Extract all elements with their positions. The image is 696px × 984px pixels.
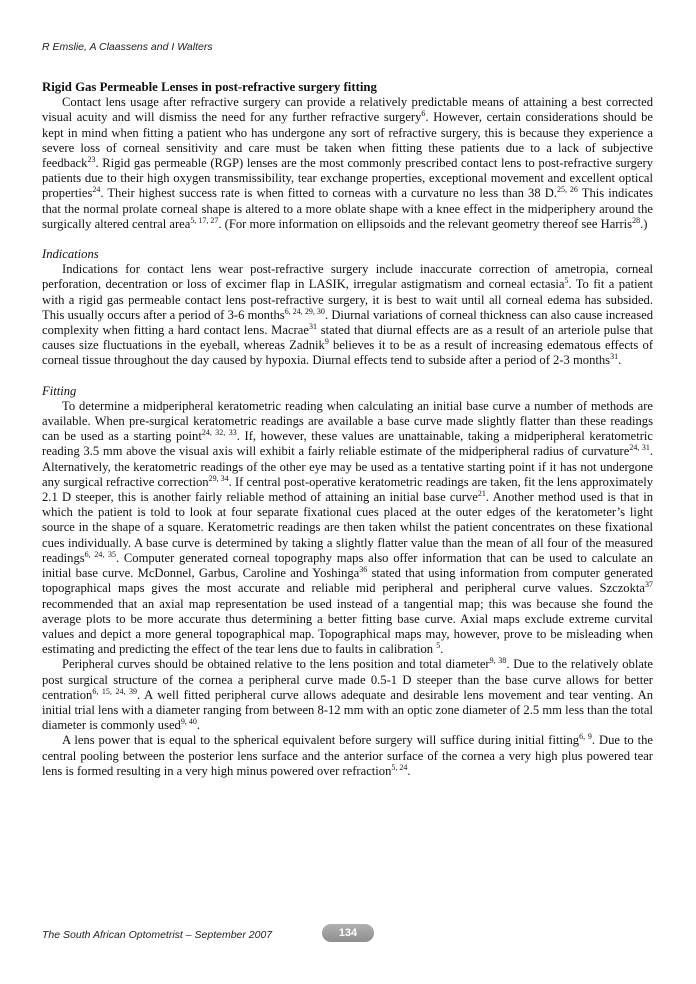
citation-superscript: 6, 9 bbox=[579, 732, 592, 742]
citation-superscript: 24 bbox=[92, 185, 101, 195]
section-title: Rigid Gas Permeable Lenses in post-refractive surgery fitting bbox=[42, 80, 377, 94]
citation-superscript: 5, 24 bbox=[391, 762, 408, 772]
fitting-paragraph-1: To determine a midperipheral keratometric reading when calculating an initial base curve a number of methods are available. When pre-surgical keratometric readings are available a base curve made slightly flatter than these readings can be used as a starting point$^{24, 32, 33}$. If, however, these values are unattainable, taking a midperipheral keratometric reading 3.5 mm above the visual axis will exhibit a fairly reliable estimate of the midperipheral radius of curvature$^{24, 31}$. Alternatively, the keratometric readings of the other eye may be used as a tentative starting point if it has not undergone any surgical refractive correction$^{29, 34}$. If central post-operative keratometric readings are taken, fit the lens approximately 2.1 D steeper, this is another fairly reliable method of attaining an initial base curve$^{21}$. Another method used is that in which the patient is told to look at four separate fixational cues placed at the outer edges of the keratometer’s light source in the shape of a square. Keratometric readings are then taken whilst the patient concentrates on these fixational cues individually. A base curve is determined by taking a slightly flatter value than the mean of all four of the measured readings$^{6, 24, 35}$. Computer generated corneal topography maps also offer information that can be used to calculate an initial base curve. McDonnel, Garbus, Caroline and Yoshinga$^{36}$ stated that using information from computer generated topographical maps gives the most accurate and reliable mid peripheral and peripheral curve values. Szczokta$^{37}$ recommended that an axial map representation be used instead of a tangential map; this was because she found the average plots to be more accurate thus determining a better fitting base curve. Axial maps exclude extreme curvital values and depict a more general topographical map. Topographical maps may, however, prove to be misleading when estimating and predicting the effect of the tear lens due to faults in calibration $^5$. bbox=[42, 398, 653, 657]
citation-superscript: 9, 40 bbox=[180, 716, 197, 726]
running-head-authors: R Emslie, A Claassens and I Walters bbox=[42, 41, 213, 53]
citation-superscript: 36 bbox=[359, 564, 368, 574]
citation-superscript: 9, 38 bbox=[489, 656, 507, 666]
citation-superscript: 25, 26 bbox=[556, 185, 578, 195]
article-body bbox=[42, 80, 653, 779]
citation-superscript: 5 bbox=[436, 640, 441, 650]
citation-superscript: 24, 32, 33 bbox=[201, 428, 237, 438]
citation-superscript: 6, 24, 29, 30 bbox=[284, 306, 325, 316]
fitting-heading: Fitting bbox=[42, 383, 77, 398]
citation-superscript: 6, 15, 24, 39 bbox=[92, 686, 138, 696]
indications-heading: Indications bbox=[42, 247, 99, 262]
citation-superscript: 31 bbox=[610, 352, 619, 362]
citation-superscript: 9 bbox=[324, 337, 329, 347]
citation-superscript: 24, 31 bbox=[629, 443, 650, 453]
citation-superscript: 21 bbox=[477, 488, 486, 498]
citation-superscript: 5 bbox=[564, 276, 569, 286]
indications-paragraph: Indications for contact lens wear post-refractive surgery include inaccurate correction of ametropia, corneal perforation, decentration or loss of excimer flap in LASIK, irregular astigmatism and corneal ectasia$^5$. To fit a patient with a rigid gas permeable contact lens post-refractive surgery, it is best to wait until all corneal edema has subsided. This usually occurs after a period of 3-6 months$^{6, 24, 29, 30}$. Diurnal variations of corneal thickness can also cause increased complexity when fitting a hard contact lens. Macrae$^{31}$ stated that diurnal effects are as a result of an arteriole pulse that causes size fluctuations in the eyeball, whereas Zadnik$^9$ believes it to be as a result of increasing edematous effects of corneal tissue throughout the day caused by hypoxia. Diurnal effects tend to subside after a period of 2-3 months$^{31}$. bbox=[42, 262, 654, 368]
citation-superscript: 6, 24, 35 bbox=[84, 549, 116, 559]
citation-superscript: 5, 17, 27 bbox=[190, 215, 219, 225]
fitting-paragraph-2: Peripheral curves should be obtained relative to the lens position and total diameter$^{9, 38}$. Due to the relatively oblate post surgical structure of the cornea a peripheral curve made 0.5-1 D steeper than the base curve allows for better centration$^{6, 15, 24, 39}$. A well fitted peripheral curve allows adequate and desirable lens movement and tear venting. An initial trial lens with a diameter ranging from between 8-12 mm with an optic zone diameter of 2.5 mm less than the total diameter is commonly used$^{9, 40}$. bbox=[42, 656, 654, 733]
citation-superscript: 37 bbox=[645, 580, 653, 590]
intro-paragraph: Contact lens usage after refractive surgery can provide a relatively predictable means of attaining a best corrected visual acuity and will dismiss the need for any further refractive surgery$^6$. However, certain considerations should be kept in mind when fitting a patient who has undergone any sort of refractive surgery, this is because they experience a severe loss of corneal sensitivity and care must be taken when fitting these patients due to a lack of subjective feedback$^{23}$. Rigid gas permeable (RGP) lenses are the most commonly prescribed contact lens to post-refractive surgery patients due to their high oxygen transmissibility, tear exchange properties, exceptional movement and excellent optical properties$^{24}$. Their highest success rate is when fitted to corneas with a curvature no less than 38 D.$^{25, 26}$ This indicates that the normal prolate corneal shape is altered to a more oblate shape with a knee effect in the midperiphery around the surgically altered central area$^{5, 17, 27}$. (For more information on ellipsoids and the relevant geometry thereof see Harris$^{28}$.) bbox=[42, 95, 653, 231]
fitting-paragraph-3: A lens power that is equal to the spherical equivalent before surgery will suffice during initial fitting$^{6, 9}$. Due to the central pooling between the posterior lens surface and the anterior surface of the cornea a very high plus powered tear lens is formed resulting in a very high minus powered over refraction$^{5, 24}$. bbox=[42, 732, 653, 778]
citation-superscript: 31 bbox=[308, 321, 317, 331]
citation-superscript: 28 bbox=[632, 215, 641, 225]
page-number-badge: 134 bbox=[322, 924, 374, 942]
citation-superscript: 29, 34 bbox=[208, 473, 229, 483]
footer-journal: The South African Optometrist – September 2007 bbox=[42, 929, 273, 941]
citation-superscript: 6 bbox=[421, 109, 426, 119]
citation-superscript: 23 bbox=[87, 154, 96, 164]
